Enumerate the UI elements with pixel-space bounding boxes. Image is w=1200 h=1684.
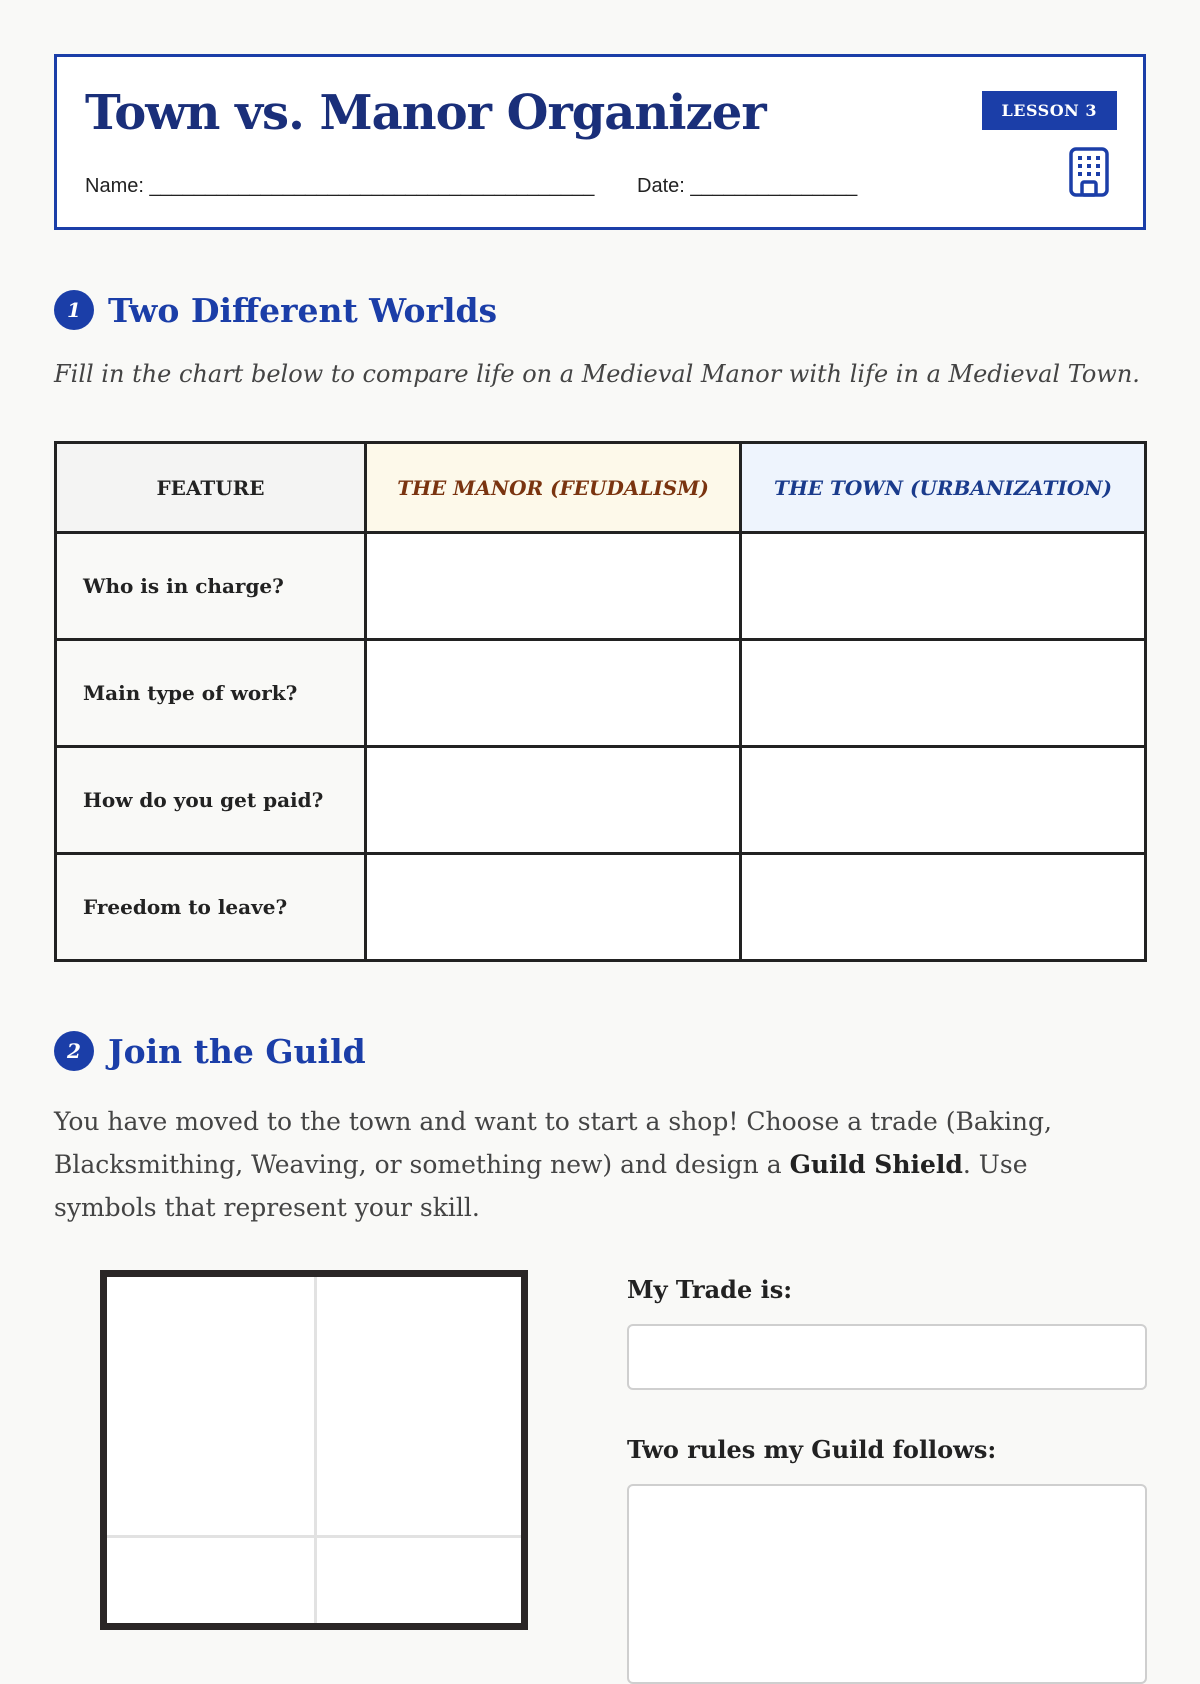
section-number-badge: 2: [54, 1031, 94, 1071]
comparison-table: [54, 441, 1147, 962]
section-number-badge: 1: [54, 290, 94, 330]
section-2-heading: [54, 1031, 366, 1071]
building-icon: [1069, 147, 1109, 197]
table-row: [56, 854, 1146, 961]
section-1-instructions: Fill in the chart below to compare life on a Medieval Manor with life in a Medieval Town.: [54, 360, 1140, 388]
row-label: Freedom to leave?: [56, 854, 366, 961]
name-field-line[interactable]: Name: ________________________________________: [85, 175, 595, 197]
trade-label: My Trade is:: [627, 1275, 793, 1304]
manor-answer-cell[interactable]: [366, 747, 741, 854]
page-title: Town vs. Manor Organizer: [85, 85, 766, 141]
town-answer-cell[interactable]: [741, 533, 1146, 640]
row-label: Main type of work?: [56, 640, 366, 747]
manor-answer-cell[interactable]: [366, 533, 741, 640]
row-label: How do you get paid?: [56, 747, 366, 854]
section-title: Join the Guild: [108, 1031, 366, 1071]
town-answer-cell[interactable]: [741, 854, 1146, 961]
manor-answer-cell[interactable]: [366, 854, 741, 961]
town-answer-cell[interactable]: [741, 640, 1146, 747]
table-row: [56, 747, 1146, 854]
row-label: Who is in charge?: [56, 533, 366, 640]
table-row: [56, 640, 1146, 747]
rules-label: Two rules my Guild follows:: [627, 1435, 997, 1464]
table-header-row: [56, 443, 1146, 533]
column-header-town: THE TOWN (URBANIZATION): [741, 443, 1146, 533]
worksheet-header: [54, 54, 1146, 230]
section-title: Two Different Worlds: [108, 290, 498, 330]
instructions-text: You have moved to the town and want to start a shop! Choose a trade (Baking, Blacksmithing, Weaving, or something new) and design a: [54, 1107, 1052, 1179]
guild-shield-drawing-area[interactable]: [100, 1270, 528, 1630]
section-2-instructions: [54, 1100, 1134, 1229]
date-field-line[interactable]: Date: _______________: [637, 175, 858, 197]
section-1-heading: [54, 290, 497, 330]
rules-input[interactable]: [627, 1484, 1147, 1684]
manor-answer-cell[interactable]: [366, 640, 741, 747]
instructions-text-end: . Use symbols that represent your skill.: [54, 1150, 1028, 1222]
town-answer-cell[interactable]: [741, 747, 1146, 854]
shield-divider-vertical: [314, 1277, 317, 1623]
shield-divider-horizontal: [107, 1535, 521, 1538]
column-header-feature: FEATURE: [56, 443, 366, 533]
lesson-badge: LESSON 3: [982, 91, 1117, 130]
column-header-manor: THE MANOR (FEUDALISM): [366, 443, 741, 533]
instructions-bold: Guild Shield: [789, 1150, 963, 1179]
table-row: [56, 533, 1146, 640]
trade-input[interactable]: [627, 1324, 1147, 1390]
